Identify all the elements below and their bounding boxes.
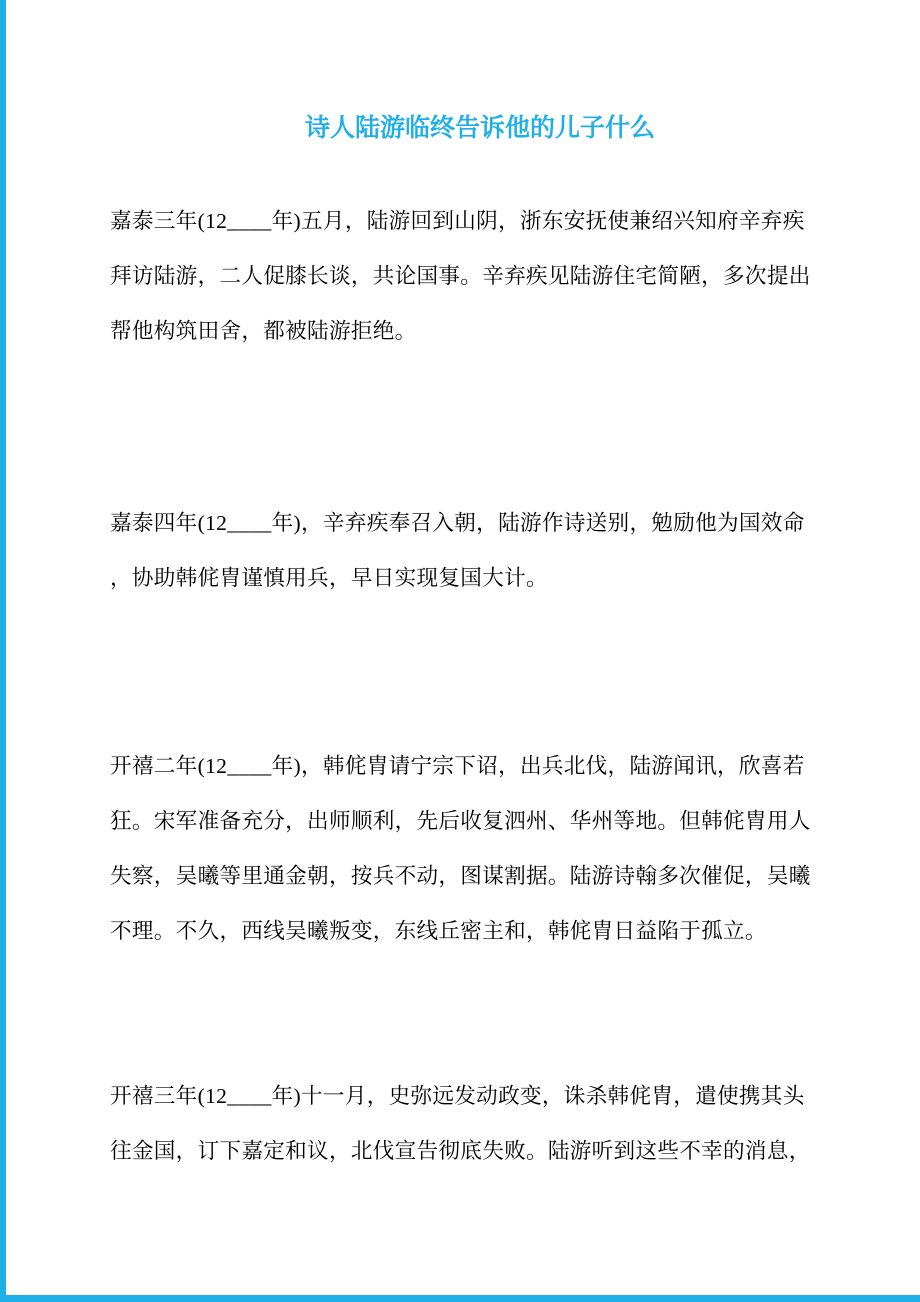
text-line: ，协助韩侂胄谨慎用兵，早日实现复国大计。 [110, 566, 548, 590]
paragraph-1 [110, 194, 850, 359]
paragraph-4 [110, 1069, 850, 1179]
paragraph-2 [110, 496, 850, 606]
text-line: 失察，吴曦等里通金朝，按兵不动，图谋割据。陆游诗翰多次催促，吴曦 [110, 864, 811, 888]
text-line: 开禧二年(12____年)，韩侂胄请宁宗下诏，出兵北伐，陆游闻讯，欣喜若 [110, 754, 805, 778]
document-title: 诗人陆游临终告诉他的儿子什么 [304, 114, 655, 142]
text-line: 嘉泰四年(12____年)，辛弃疾奉召入朝，陆游作诗送别，勉励他为国效命 [110, 511, 805, 535]
text-line: 不理。不久，西线吴曦叛变，东线丘密主和，韩侂胄日益陷于孤立。 [110, 919, 767, 943]
text-line: 开禧三年(12____年)十一月，史弥远发动政变，诛杀韩侂胄，遣使携其头 [110, 1084, 805, 1108]
text-line: 狂。宋军准备充分，出师顺利，先后收复泗州、华州等地。但韩侂胄用人 [110, 809, 811, 833]
text-line: 嘉泰三年(12____年)五月，陆游回到山阴，浙东安抚使兼绍兴知府辛弃疾 [110, 209, 805, 233]
text-line: 往金国，订下嘉定和议，北伐宣告彻底失败。陆游听到这些不幸的消息， [110, 1139, 811, 1163]
page-bottom-accent-border [0, 1295, 920, 1302]
text-line: 拜访陆游，二人促膝长谈，共论国事。辛弃疾见陆游住宅简陋，多次提出 [110, 264, 811, 288]
page-left-accent-border [0, 0, 6, 1302]
text-line: 帮他构筑田舍，都被陆游拒绝。 [110, 319, 417, 343]
paragraph-3 [110, 739, 850, 959]
document-content [110, 0, 850, 1179]
